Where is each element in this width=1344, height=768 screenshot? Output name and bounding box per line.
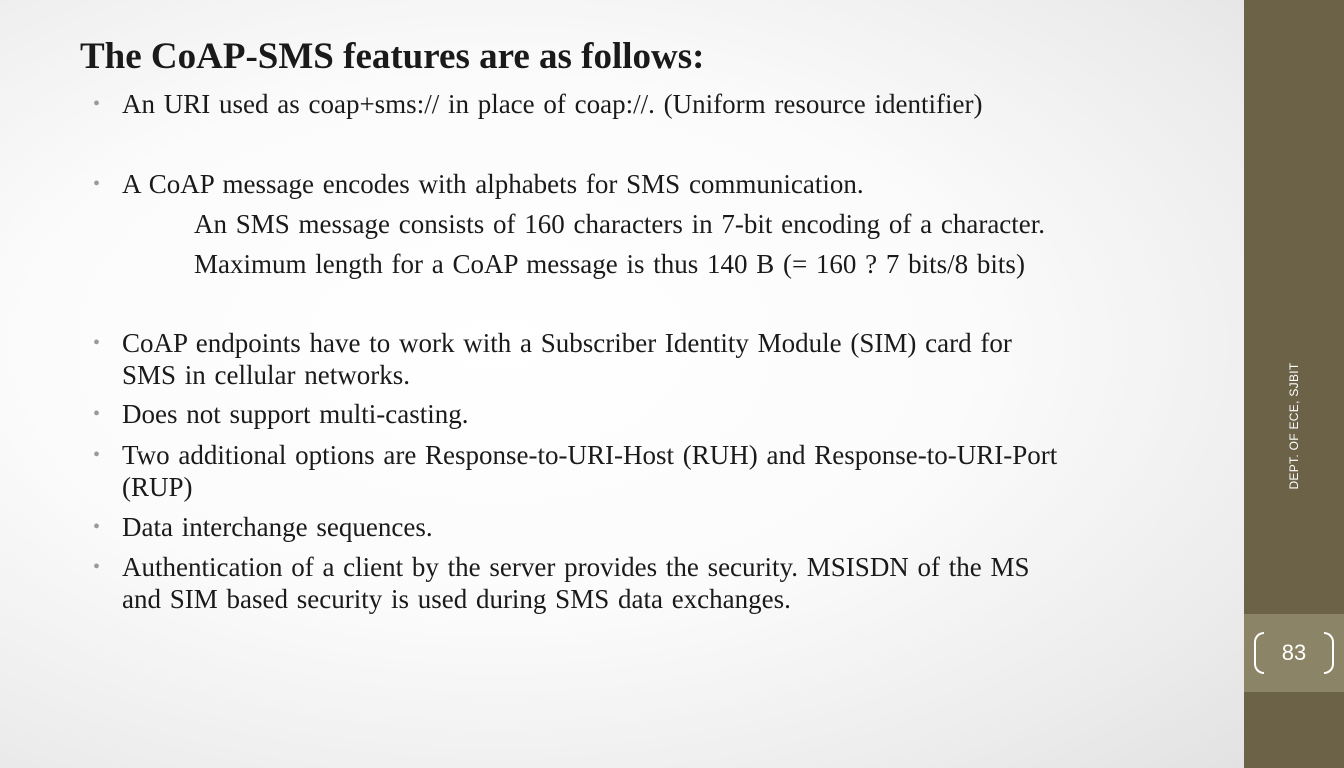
bullet-authentication: • Authentication of a client by the server provides the security. MSISDN of the MS (122, 551, 1030, 583)
page-number: 83 (1281, 640, 1307, 665)
department-label: DEPT. OF ECE, SJBIT (1287, 362, 1301, 490)
bullet-uri: • An URI used as coap+sms:// in place of coap://. (Uniform resource identifier) (122, 88, 982, 120)
bullet-options: • Two additional options are Response-to-URI-Host (RUH) and Response-to-URI-Port (122, 439, 1057, 471)
sub-line-sms-length: An SMS message consists of 160 characters in 7-bit encoding of a character. (194, 209, 1046, 239)
bullet-data-interchange: • Data interchange sequences. (122, 511, 433, 543)
page-number-panel (1244, 614, 1344, 692)
bullet-multicast: • Does not support multi-casting. (122, 398, 468, 430)
bullet-authentication-continued: and SIM based security is used during SMS data exchanges. (122, 584, 791, 614)
sub-line-max-length: Maximum length for a CoAP message is thus 140 B (= 160 ? 7 bits/8 bits) (194, 249, 1025, 279)
bullet-sim-card: • CoAP endpoints have to work with a Subscriber Identity Module (SIM) card for (122, 327, 1012, 359)
bullet-encoding: • A CoAP message encodes with alphabets for SMS communication. (122, 168, 864, 200)
slide-title: The CoAP-SMS features are as follows: (80, 36, 705, 77)
bullet-sim-card-continued: SMS in cellular networks. (122, 360, 410, 390)
bullet-options-continued: (RUP) (122, 472, 193, 502)
page-number-badge (1254, 632, 1334, 674)
sidebar (1244, 0, 1344, 768)
